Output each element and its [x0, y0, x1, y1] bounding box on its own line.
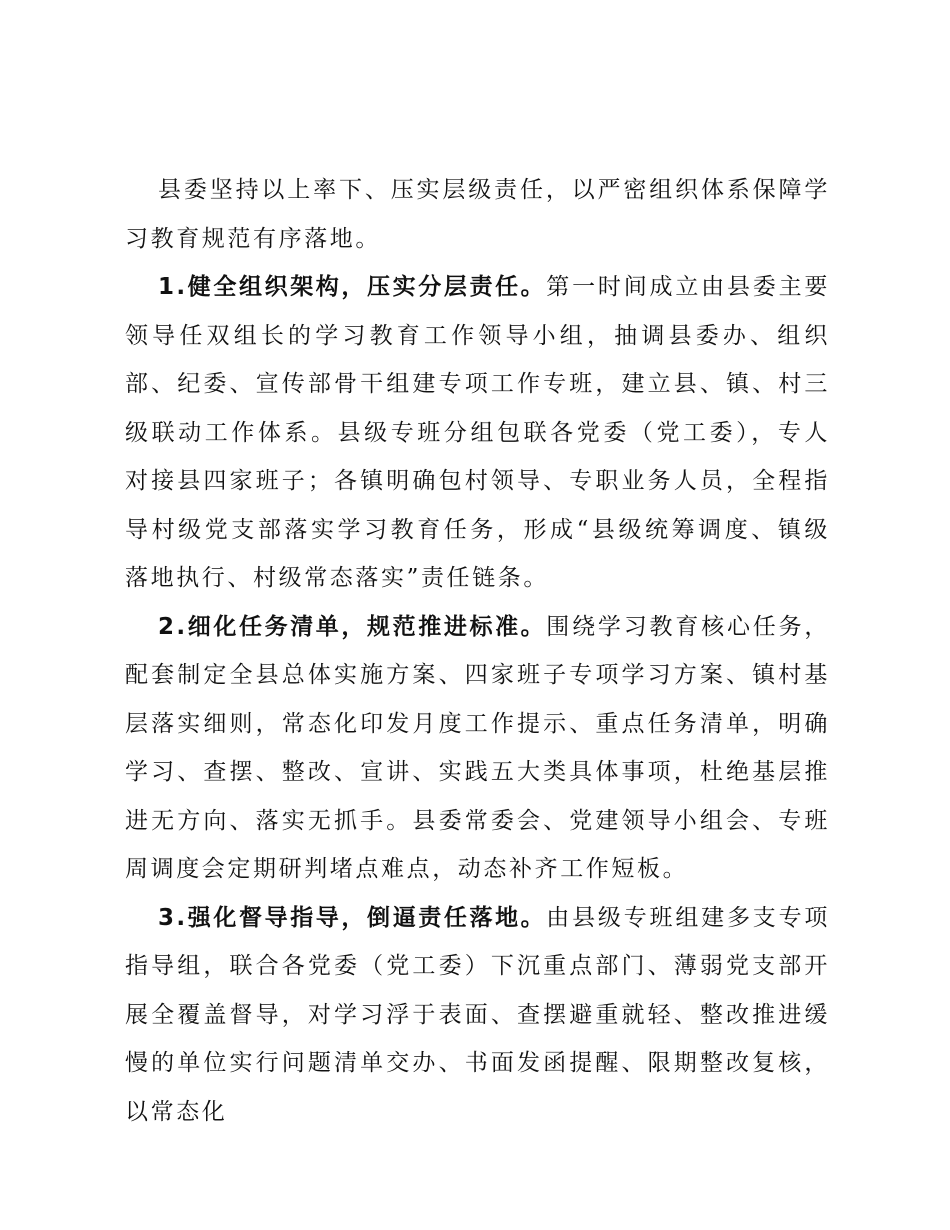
document-body: [125, 166, 830, 1136]
intro-paragraph: 县委坚持以上率下、压实层级责任，以严密组织体系保障学习教育规范有序落地。: [125, 177, 830, 252]
section-heading-2: 2.细化任务清单，规范推进标准。: [158, 613, 547, 640]
section-heading-3: 3.强化督导指导，倒逼责任落地。: [158, 904, 547, 931]
section-body-2: 围绕学习教育核心任务，配套制定全县总体实施方案、四家班子专项学习方案、镇村基层落实细则，常态化印发月度工作提示、重点任务清单，明确学习、查摆、整改、宣讲、实践五大类具体事项，杜绝基层推进无方向、落实无抓手。县委常委会、党建领导小组会、专班周调度会定期研判堵点难点，动态补齐工作短板。: [125, 613, 830, 882]
section-paragraph-3: [125, 894, 830, 1137]
section-paragraph-2: [125, 603, 830, 894]
section-body-1: 第一时间成立由县委主要领导任双组长的学习教育工作领导小组，抽调县委办、组织部、纪委、宣传部骨干组建专项工作专班，建立县、镇、村三级联动工作体系。县级专班分组包联各党委（党工委），专人对接县四家班子；各镇明确包村领导、专职业务人员，全程指导村级党支部落实学习教育任务，形成“县级统筹调度、镇级落地执行、村级常态落实”责任链条。: [125, 274, 830, 591]
section-paragraph-1: [125, 263, 830, 603]
section-heading-1: 1.健全组织架构，压实分层责任。: [158, 274, 547, 300]
section-body-3: 由县级专班组建多支专项指导组，联合各党委（党工委）下沉重点部门、薄弱党支部开展全覆盖督导，对学习浮于表面、查摆避重就轻、整改推进缓慢的单位实行问题清单交办、书面发函提醒、限期整改复核，以常态化: [125, 904, 830, 1125]
